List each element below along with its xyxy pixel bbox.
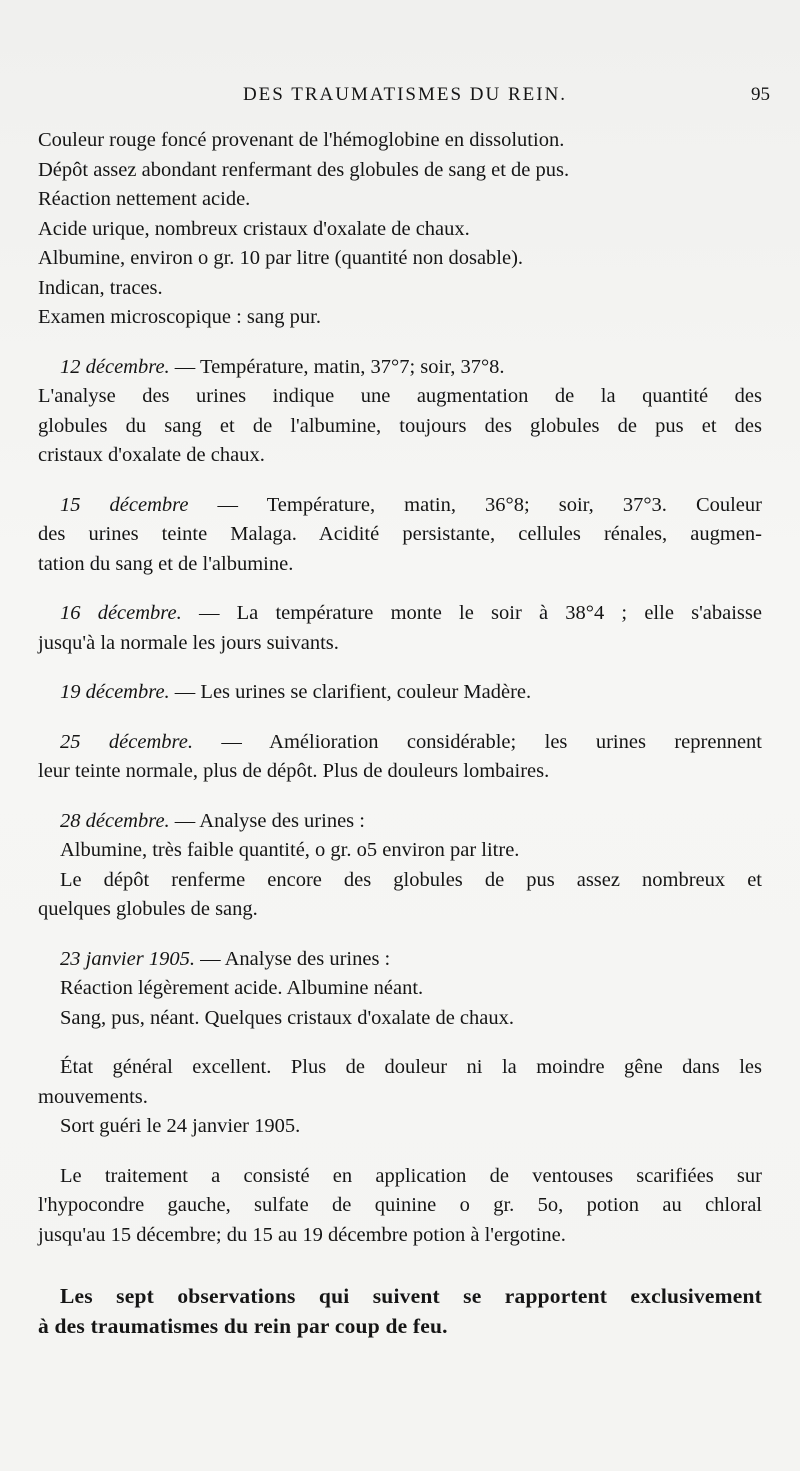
entry-text: — Amélioration considérable; les urines reprennent [192,730,762,753]
entry-text: — Température, matin, 36°8; soir, 37°3. Couleur [188,493,762,516]
entry-date: 12 décembre. [60,355,170,378]
spacer [38,925,762,945]
text-line: leur teinte normale, plus de dépôt. Plus de douleurs lombaires. [38,760,550,782]
text-line: Le traitement a consisté en application de ventouses scarifiées sur [60,1164,762,1187]
spacer [38,471,762,491]
text-line: Les sept observations qui suivent se rapportent exclusivement [60,1284,762,1308]
closing-paragraph [38,1282,762,1341]
page-number: 95 [751,84,770,105]
entry-date: 23 janvier 1905. [60,947,195,970]
page-header [40,84,770,114]
spacer [38,787,762,807]
text-line: l'hypocondre gauche, sulfate de quinine o gr. 5o, potion au chloral [38,1194,762,1216]
spacer [38,708,762,728]
text-line: des urines teinte Malaga. Acidité persistante, cellules rénales, augmen- [38,523,762,545]
text-line: cristaux d'oxalate de chaux. [38,444,265,466]
entry-date: 16 décembre. [60,602,182,624]
entry-first-line [38,353,762,383]
entry-text: — La température monte le soir à 38°4 ; elle s'abaisse [181,602,762,624]
entry-25-december [38,728,762,787]
text-line: Couleur rouge foncé provenant de l'hémoglobine en dissolution. [38,129,565,151]
text-line: Examen microscopique : sang pur. [38,306,321,328]
entry-16-december [38,599,762,658]
page-body [38,126,762,1341]
entry-text: — Analyse des urines : [194,947,391,970]
text-line: Réaction nettement acide. [38,188,251,210]
text-line: à des traumatismes du rein par coup de feu. [38,1313,448,1338]
treatment-paragraph [38,1162,762,1251]
text-line: Sort guéri le 24 janvier 1905. [60,1115,301,1137]
running-title: DES TRAUMATISMES DU REIN. [242,84,568,105]
entry-first-line [38,491,762,521]
text-line: Acide urique, nombreux cristaux d'oxalate de chaux. [38,217,470,240]
entry-text: — Analyse des urines : [169,809,365,832]
entry-text: — Température, matin, 37°7; soir, 37°8. [169,355,505,378]
text-line: Sang, pus, néant. Quelques cristaux d'oxalate de chaux. [60,1006,514,1029]
entry-first-line [38,599,762,629]
text-line: Albumine, très faible quantité, o gr. o5 environ par litre. [60,839,520,861]
spacer [38,333,762,353]
text-line: Le dépôt renferme encore des globules de pus assez nombreux et [60,868,762,891]
text-line: Réaction légèrement acide. Albumine néant. [60,977,424,999]
entry-28-december [38,807,762,925]
entry-text: — Les urines se clarifient, couleur Madère. [169,681,532,703]
spacer [38,1250,762,1282]
entry-first-line [38,807,762,837]
entry-15-december [38,491,762,580]
urine-analysis-block [38,126,762,333]
text-line: jusqu'à la normale les jours suivants. [38,631,339,654]
text-line: Indican, traces. [38,276,163,299]
spacer [38,1033,762,1053]
entry-12-december [38,353,762,471]
text-line: globules du sang et de l'albumine, toujours des globules de pus et des [38,414,762,437]
spacer [38,579,762,599]
text-line: L'analyse des urines indique une augmentation de la quantité des [38,385,762,407]
entry-date: 15 décembre [60,493,189,516]
text-line: Dépôt assez abondant renfermant des globules de sang et de pus. [38,158,570,181]
entry-first-line [38,945,762,975]
entry-23-january [38,945,762,1034]
entry-date: 28 décembre. [60,809,170,832]
spacer [38,658,762,678]
text-line: tation du sang et de l'albumine. [38,552,294,575]
entry-first-line [38,678,762,708]
text-line: quelques globules de sang. [38,898,258,920]
spacer [38,1142,762,1162]
entry-first-line [38,728,762,758]
entry-date: 25 décembre. [60,730,193,753]
text-line: mouvements. [38,1085,148,1108]
text-line: État général excellent. Plus de douleur ni la moindre gêne dans les [60,1056,762,1078]
general-state-block [38,1053,762,1142]
text-line: Albumine, environ o gr. 10 par litre (quantité non dosable). [38,247,524,269]
entry-19-december [38,678,762,708]
entry-date: 19 décembre. [60,681,170,703]
text-line: jusqu'au 15 décembre; du 15 au 19 décembre potion à l'ergotine. [38,1223,566,1246]
